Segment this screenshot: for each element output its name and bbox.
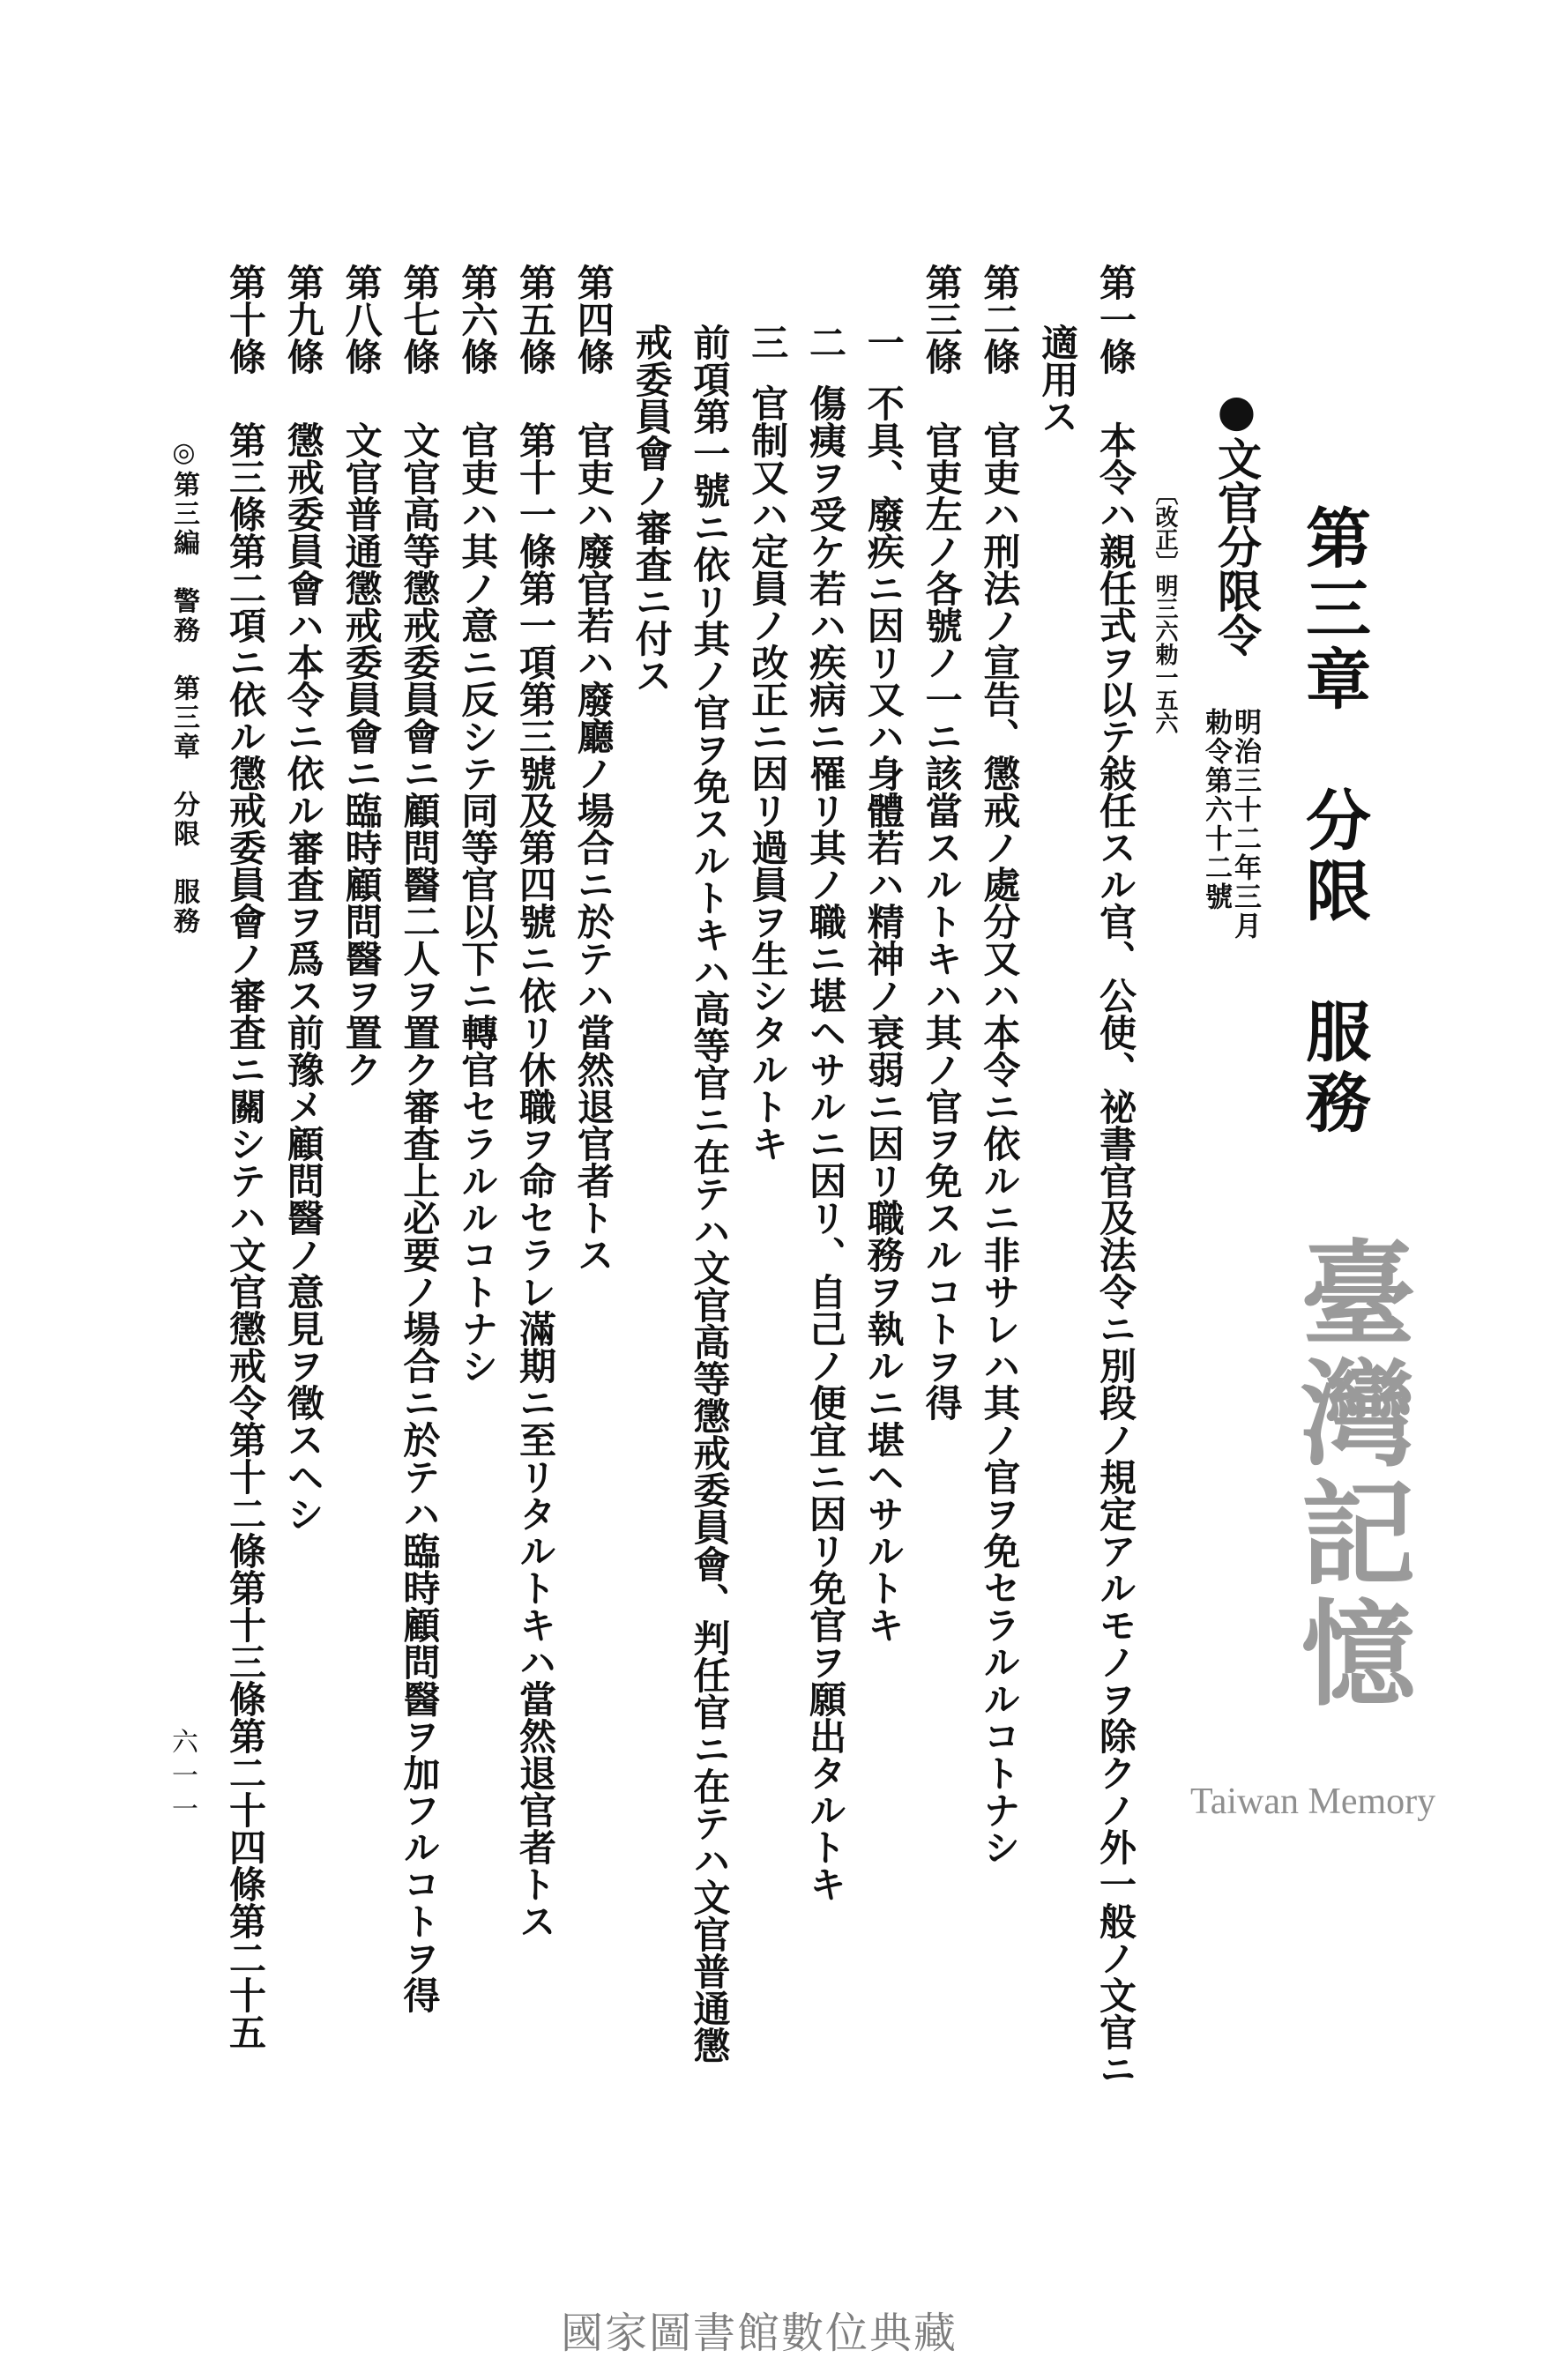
law-title: ●文官分限令: [1211, 384, 1263, 657]
article-column: [567, 264, 620, 1273]
column-text: 第十一條第一項第三號及第四號ニ依リ休職ヲ命セラレ滿期ニ至リタルトキハ當然退官者トス: [514, 421, 557, 1939]
watermark-calligraphy: 臺灣記憶: [1282, 1234, 1417, 1714]
article-column: [277, 264, 330, 1532]
continuation-column: [1031, 324, 1084, 435]
continuation-column: [682, 324, 735, 2064]
article-number: 第三條: [920, 264, 964, 375]
column-text: 文官高等懲戒委員會ニ顧問醫二人ヲ置ク審査上必要ノ場合ニ於テハ臨時顧問醫ヲ加フルコトヲ得: [398, 421, 442, 2013]
article-number: 第一條: [1094, 264, 1137, 375]
watermark-english: Taiwan Memory: [1190, 1781, 1436, 1822]
chapter-title: 第三章 分限 服務: [1295, 504, 1371, 1139]
column-text: 戒委員會ノ審査ニ付ス: [630, 324, 674, 694]
article-number: 第二條: [978, 264, 1022, 375]
column-text: 官制又ハ定員ノ改正ニ因リ過員ヲ生シタルトキ: [746, 384, 790, 1162]
article-number: 第十條: [224, 264, 267, 375]
article-column: [915, 264, 968, 1421]
library-watermark: 國家圖書館數位典藏: [561, 2309, 958, 2358]
amendment-note: 〔改正〕明三六勅一五六: [1152, 482, 1178, 734]
column-text: 本令ハ親任式ヲ以テ敍任スル官、公使、祕書官及法令ニ別段ノ規定アルモノヲ除クノ外一般ノ文官ニ: [1094, 421, 1137, 2087]
column-text: 官吏ハ廢官若ハ廢廳ノ場合ニ於テハ當然退官者トス: [571, 421, 615, 1273]
running-head: ◎第三編 警務 第三章 分限 服務: [168, 437, 199, 936]
item-column: [741, 324, 794, 1162]
item-column: [799, 324, 852, 1902]
column-text: 不具、廢疾ニ因リ又ハ身體若ハ精神ノ衰弱ニ因リ職務ヲ執ルニ堪ヘサルトキ: [861, 384, 906, 1643]
article-column: [451, 264, 503, 1384]
article-number: 第九條: [281, 264, 325, 375]
article-number: 第八條: [339, 264, 384, 375]
column-text: 懲戒委員會ハ本令ニ依ル審査ヲ爲ス前豫メ顧問醫ノ意見ヲ徵スヘシ: [281, 421, 325, 1532]
page-number: 六一一: [167, 1728, 198, 1828]
article-number: 第七條: [398, 264, 442, 375]
article-column: [1089, 264, 1142, 2087]
item-column: [857, 324, 910, 1643]
column-text: 傷痍ヲ受ケ若ハ疾病ニ罹リ其ノ職ニ堪ヘサルニ因リ、自己ノ便宜ニ因リ免官ヲ願出タルトキ: [804, 384, 847, 1902]
column-text: 第三條第二項ニ依ル懲戒委員會ノ審査ニ關シテハ文官懲戒令第十二條第十三條第二十四條第二十五: [224, 421, 267, 2050]
article-column: [509, 264, 562, 1939]
article-column: [335, 264, 388, 1088]
article-number: 第五條: [514, 264, 557, 375]
item-number: 二: [804, 324, 847, 361]
item-number: 一: [861, 324, 906, 361]
enactment-number: 勅令第六十二號: [1200, 708, 1232, 911]
article-column: [973, 264, 1025, 1865]
column-text: 官吏ハ刑法ノ宣告、懲戒ノ處分又ハ本令ニ依ルニ非サレハ其ノ官ヲ免セラルルコトナシ: [978, 421, 1022, 1865]
column-text: 文官普通懲戒委員會ニ臨時顧問醫ヲ置ク: [339, 421, 384, 1088]
column-text: 官吏左ノ各號ノ一ニ該當スルトキハ其ノ官ヲ免スルコトヲ得: [920, 421, 964, 1421]
column-text: 適用ス: [1036, 324, 1080, 435]
article-number: 第四條: [571, 264, 615, 375]
item-number: 三: [746, 324, 790, 361]
enactment-date: 明治三十二年三月: [1229, 708, 1261, 941]
column-text: 官吏ハ其ノ意ニ反シテ同等官以下ニ轉官セラルルコトナシ: [456, 421, 500, 1384]
article-column: [392, 264, 445, 2013]
column-text: 前項第一號ニ依リ其ノ官ヲ免スルトキハ高等官ニ在テハ文官高等懲戒委員會、判任官ニ在テハ文官普通懲: [688, 324, 732, 2064]
article-column: [219, 264, 272, 2050]
continuation-column: [625, 324, 678, 694]
article-number: 第六條: [456, 264, 500, 375]
